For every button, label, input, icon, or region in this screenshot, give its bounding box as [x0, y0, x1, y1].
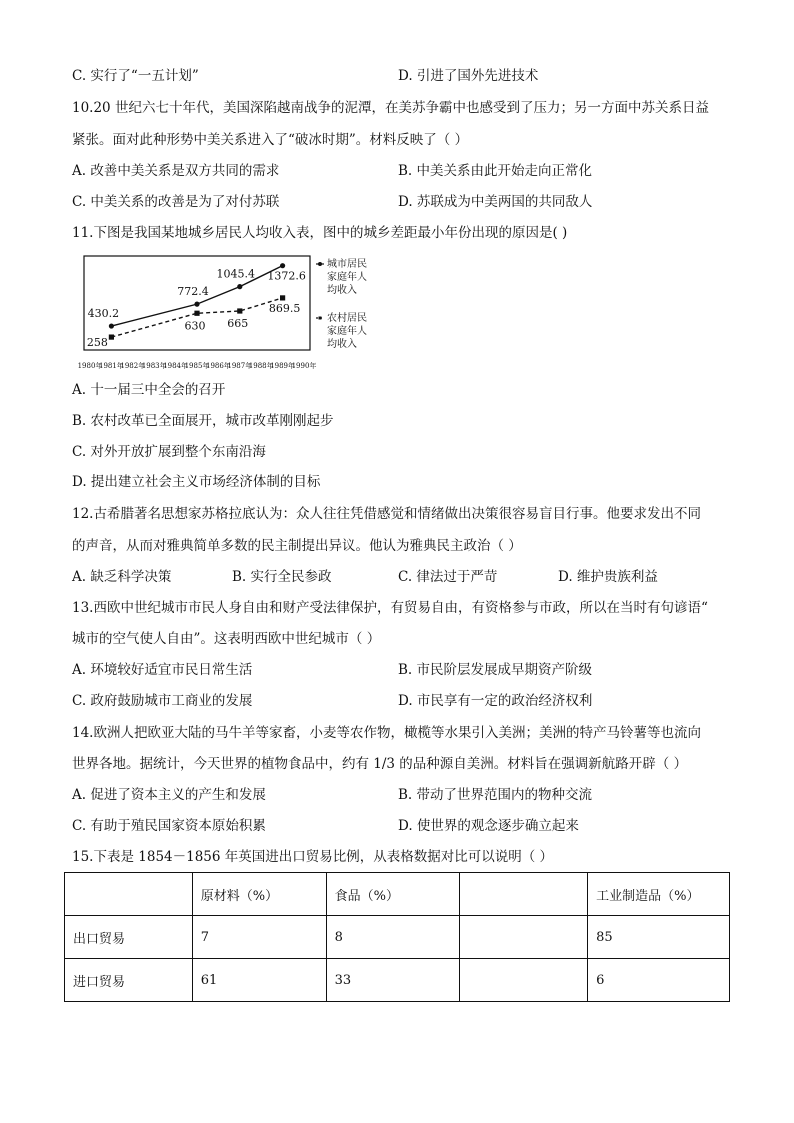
data-label: 665 [227, 317, 249, 331]
q14-stem-line1: 14.欧洲人把欧亚大陆的马牛羊等家畜，小麦等农作物，橄榄等水果引入美洲；美洲的特产马铃薯等也流向 [72, 725, 701, 741]
data-label: 430.2 [87, 307, 120, 321]
q13-option-b: B. 市民阶层发展成早期资产阶级 [398, 662, 593, 678]
table-cell: 出口贸易 [65, 916, 193, 959]
table-header-cell: 工业制造品（%） [588, 873, 730, 916]
table-cell: 61 [192, 959, 326, 1002]
q14-option-a: A. 促进了资本主义的产生和发展 [72, 787, 266, 803]
table-cell: 进口贸易 [65, 959, 193, 1002]
data-label: 869.5 [268, 301, 301, 315]
q12-option-d: D. 维护贵族利益 [558, 569, 658, 585]
q12-stem-line1: 12.古希腊著名思想家苏格拉底认为：众人往往凭借感觉和情绪做出决策很容易盲目行事。他要求发出不同 [72, 506, 701, 522]
q12-stem-line2: 的声音，从而对雅典简单多数的民主制提出异议。他认为雅典民主政治（ ） [72, 538, 522, 554]
q15-stem: 15.下表是 1854－1856 年英国进出口贸易比例，从表格数据对比可以说明（ ） [72, 849, 554, 865]
q12-option-b: B. 实行全民参政 [232, 569, 332, 585]
legend-label: 家庭年人 [327, 272, 367, 283]
x-tick-label: 1990年 [291, 362, 317, 370]
q10-option-a: A. 改善中美关系是双方共同的需求 [72, 163, 280, 179]
q13-stem-line2: 城市的空气使人自由”。这表明西欧中世纪城市（ ） [72, 631, 381, 647]
x-tick-label: 1985年 [184, 362, 210, 370]
q13-stem-line1: 13.西欧中世纪城市市民人身自由和财产受法律保护，有贸易自由，有资格参与市政，所以在当时有句谚语“ [72, 600, 708, 616]
x-tick-label: 1983年 [141, 362, 167, 370]
q11-stem: 11.下图是我国某地城乡居民人均收入表，图中的城乡差距最小年份出现的原因是( ) [72, 225, 568, 241]
trade-table [64, 872, 730, 1002]
q14-stem-line2: 世界各地。据统计，今天世界的植物食品中，约有 1/3 的品种源自美洲。材料旨在强调新航路开辟（ ） [72, 756, 688, 772]
q9-option-d: D. 引进了国外先进技术 [398, 68, 539, 84]
q13-option-c: C. 政府鼓励城市工商业的发展 [72, 693, 253, 709]
table-header-cell: 食品（%） [326, 873, 460, 916]
q13-option-d: D. 市民享有一定的政治经济权利 [398, 693, 593, 709]
table-row [65, 959, 730, 1002]
table-cell: 33 [326, 959, 460, 1002]
table-cell [460, 916, 588, 959]
legend-label: 农村居民 [327, 313, 367, 324]
q12-option-a: A. 缺乏科学决策 [72, 569, 172, 585]
legend-label: 均收入 [327, 339, 357, 350]
q11-option-d: D. 提出建立社会主义市场经济体制的目标 [72, 474, 321, 490]
q9-option-c: C. 实行了“一五计划” [72, 68, 199, 84]
urban-data-point [109, 323, 114, 328]
x-tick-label: 1987年 [227, 362, 253, 370]
q11-option-a: A. 十一届三中全会的召开 [72, 382, 226, 398]
table-cell: 85 [588, 916, 730, 959]
table-header-cell [65, 873, 193, 916]
urban-data-point [194, 302, 199, 307]
x-tick-label: 1988年 [248, 362, 274, 370]
table-cell [460, 959, 588, 1002]
table-cell: 6 [588, 959, 730, 1002]
urban-data-point [280, 263, 285, 268]
legend-rural-marker [319, 317, 322, 320]
table-row [65, 916, 730, 959]
rural-data-point [109, 334, 114, 339]
x-tick-label: 1980年 [77, 362, 103, 370]
data-label: 630 [184, 319, 206, 333]
x-tick-label: 1982年 [120, 362, 146, 370]
legend-label: 城市居民 [327, 259, 367, 270]
legend-label: 家庭年人 [327, 326, 367, 337]
data-label: 772.4 [177, 285, 209, 299]
x-tick-label: 1989年 [270, 362, 296, 370]
rural-data-point [280, 295, 285, 300]
legend-label: 均收入 [327, 285, 357, 296]
q10-option-b: B. 中美关系由此开始走向正常化 [398, 163, 593, 179]
table-header-row [65, 873, 730, 916]
q10-option-d: D. 苏联成为中美两国的共同敌人 [398, 194, 593, 210]
q10-stem-line1: 10.20 世纪六七十年代，美国深陷越南战争的泥潭，在美苏争霸中也感受到了压力；另一方面中苏关系日益 [72, 100, 709, 116]
q10-stem-line2: 紧张。面对此种形势中美关系进入了“破冰时期”。材料反映了（ ） [72, 132, 469, 148]
table-header-cell: 原材料（%） [192, 873, 326, 916]
x-tick-label: 1986年 [205, 362, 231, 370]
rural-data-point [194, 311, 199, 316]
table-cell: 8 [326, 916, 460, 959]
q14-option-c: C. 有助于殖民国家资本原始积累 [72, 818, 266, 834]
q14-option-b: B. 带动了世界范围内的物种交流 [398, 787, 593, 803]
data-label: 1045.4 [216, 267, 256, 281]
q10-option-c: C. 中美关系的改善是为了对付苏联 [72, 194, 280, 210]
urban-data-point [237, 284, 242, 289]
legend-urban-marker [318, 262, 322, 266]
q13-option-a: A. 环境较好适宜市民日常生活 [72, 662, 253, 678]
data-label: 258 [86, 336, 108, 350]
q12-option-c: C. 律法过于严苛 [398, 569, 498, 585]
data-label: 1372.6 [267, 269, 306, 283]
income-line-chart [72, 250, 367, 375]
q11-option-c: C. 对外开放扩展到整个东南沿海 [72, 444, 266, 460]
table-header-cell [460, 873, 588, 916]
q11-option-b: B. 农村改革已全面展开，城市改革刚刚起步 [72, 413, 334, 429]
rural-data-point [237, 308, 242, 313]
table-cell: 7 [192, 916, 326, 959]
x-tick-label: 1984年 [163, 362, 189, 370]
q14-option-d: D. 使世界的观念逐步确立起来 [398, 818, 579, 834]
x-tick-label: 1981年 [98, 362, 124, 370]
